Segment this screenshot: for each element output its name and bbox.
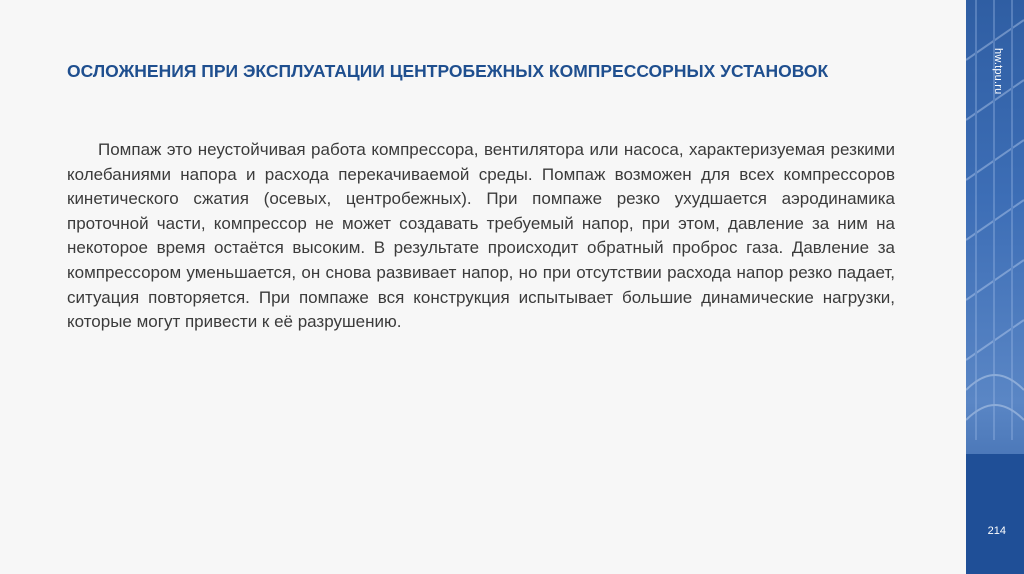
right-decorative-sidebar (966, 0, 1024, 574)
slide-body-text: Помпаж это неустойчивая работа компрессора, вентилятора или насоса, характеризуемая резкими колебаниями напора и расхода перекачиваемой среды. Помпаж возможен для всех компрессоров кинетического сжатия (осевых, центробежных). При помпаже резко ухудшается аэродинамика проточной части, компрессор не может создавать требуемый напор, при этом, давление за ним на некоторое время остаётся высоким. В результате происходит обратный проброс газа. Давление за компрессором уменьшается, он снова развивает напор, но при отсутствии расхода напор резко падает, ситуация повторяется. При помпаже вся конструкция испытывает большие динамические нагрузки, которые могут привести к её разрушению. (67, 140, 895, 332)
slide-title: ОСЛОЖНЕНИЯ ПРИ ЭКСПЛУАТАЦИИ ЦЕНТРОБЕЖНЫХ КОМПРЕССОРНЫХ УСТАНОВОК (67, 61, 829, 81)
website-label: hw.tpu.ru (992, 48, 1004, 95)
page-number: 214 (987, 525, 1006, 537)
sidebar-footer-band (966, 454, 1024, 574)
